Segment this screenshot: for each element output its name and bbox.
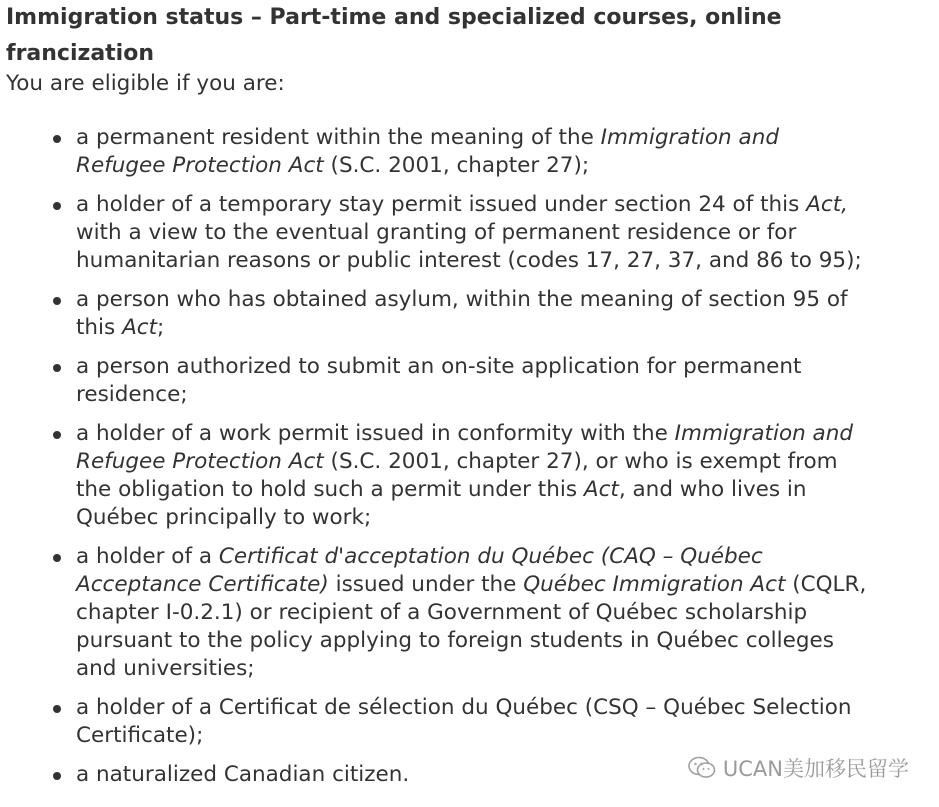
list-item — [0, 286, 939, 342]
list-gap — [0, 180, 939, 191]
text-segment: Québec principally to work; — [76, 505, 372, 530]
list-item — [0, 694, 939, 750]
watermark — [687, 753, 909, 783]
italic-text: Act — [583, 477, 619, 502]
list-item — [0, 353, 939, 409]
text-segment: issued under the — [328, 572, 524, 597]
list-item-line — [76, 381, 931, 409]
text-segment: chapter I-0.2.1) or recipient of a Government of Québec scholarship — [76, 600, 808, 625]
list-item-line — [76, 286, 931, 314]
list-gap — [0, 409, 939, 420]
bullet-icon — [53, 364, 61, 372]
italic-text: Act, — [806, 192, 848, 217]
text-segment: humanitarian reasons or public interest (codes 17, 27, 37, and 86 to 95); — [76, 248, 862, 273]
bullet-icon — [53, 202, 61, 210]
list-item-line — [76, 353, 931, 381]
italic-text: Québec Immigration Act — [523, 572, 786, 597]
intro-text: You are eligible if you are: — [6, 71, 285, 96]
text-segment: ; — [157, 315, 165, 340]
text-segment: a person who has obtained asylum, within the meaning of section 95 of — [76, 287, 848, 312]
list-item-line — [76, 543, 931, 571]
bullet-icon — [53, 297, 61, 305]
text-segment: Certificate); — [76, 723, 204, 748]
text-segment: a naturalized Canadian citizen. — [76, 762, 410, 787]
italic-text: Certificat d'acceptation du Québec (CAQ – Québec — [218, 544, 763, 569]
list-item-line — [76, 314, 931, 342]
list-item-line — [76, 191, 931, 219]
text-segment: with a view to the eventual granting of permanent residence or for — [76, 220, 797, 245]
wechat-icon — [687, 755, 717, 781]
bullet-icon — [53, 772, 61, 780]
page-title-line-2: francization — [6, 41, 154, 66]
list-item-line — [76, 504, 931, 532]
list-item-line — [76, 247, 931, 275]
text-segment: a holder of a temporary stay permit issued under section 24 of this — [76, 192, 807, 217]
list-item-line — [76, 152, 931, 180]
text-segment: residence; — [76, 382, 188, 407]
list-item — [0, 420, 939, 532]
text-segment: pursuant to the policy applying to foreign students in Québec colleges — [76, 628, 834, 653]
text-segment: a permanent resident within the meaning of the — [76, 125, 601, 150]
list-item-line — [76, 448, 931, 476]
text-segment: a holder of a Certificat de sélection du Québec (CSQ – Québec Selection — [76, 695, 852, 720]
text-segment: a holder of a work permit issued in conformity with the — [76, 421, 675, 446]
list-item — [0, 191, 939, 275]
italic-text: Acceptance Certificate) — [76, 572, 329, 597]
text-segment: a person authorized to submit an on-site application for permanent — [76, 354, 802, 379]
text-segment: this — [76, 315, 123, 340]
italic-text: Immigration and — [674, 421, 854, 446]
list-item-line — [76, 476, 931, 504]
list-item-line — [76, 219, 931, 247]
italic-text: Immigration and — [600, 125, 779, 150]
list-item-line — [76, 627, 931, 655]
text-segment: (S.C. 2001, chapter 27); — [323, 153, 590, 178]
text-segment: and universities; — [76, 656, 255, 681]
bullet-icon — [53, 135, 61, 143]
list-item-line — [76, 655, 931, 683]
list-gap — [0, 275, 939, 286]
list-item — [0, 124, 939, 180]
text-segment: the obligation to hold such a permit under this — [76, 477, 584, 502]
italic-text: Act — [122, 315, 158, 340]
eligibility-list — [0, 124, 939, 789]
text-segment: a holder of a — [76, 544, 219, 569]
italic-text: Refugee Protection Act — [76, 153, 324, 178]
list-item-line — [76, 599, 931, 627]
page-title-line-1: Immigration status – Part-time and specialized courses, online — [6, 5, 782, 30]
list-item-line — [76, 124, 931, 152]
list-item-line — [76, 420, 931, 448]
text-segment: (CQLR, — [785, 572, 867, 597]
bullet-icon — [53, 705, 61, 713]
text-segment: , and who lives in — [618, 477, 807, 502]
bullet-icon — [53, 431, 61, 439]
list-item-line — [76, 571, 931, 599]
list-item — [0, 543, 939, 683]
list-gap — [0, 683, 939, 694]
list-item-line — [76, 694, 931, 722]
list-gap — [0, 532, 939, 543]
page-title — [6, 0, 906, 72]
italic-text: Refugee Protection Act — [76, 449, 324, 474]
bullet-icon — [53, 554, 61, 562]
list-gap — [0, 342, 939, 353]
text-segment: (S.C. 2001, chapter 27), or who is exempt from — [323, 449, 838, 474]
list-item-line — [76, 722, 931, 750]
watermark-text: UCAN美加移民留学 — [722, 757, 909, 781]
